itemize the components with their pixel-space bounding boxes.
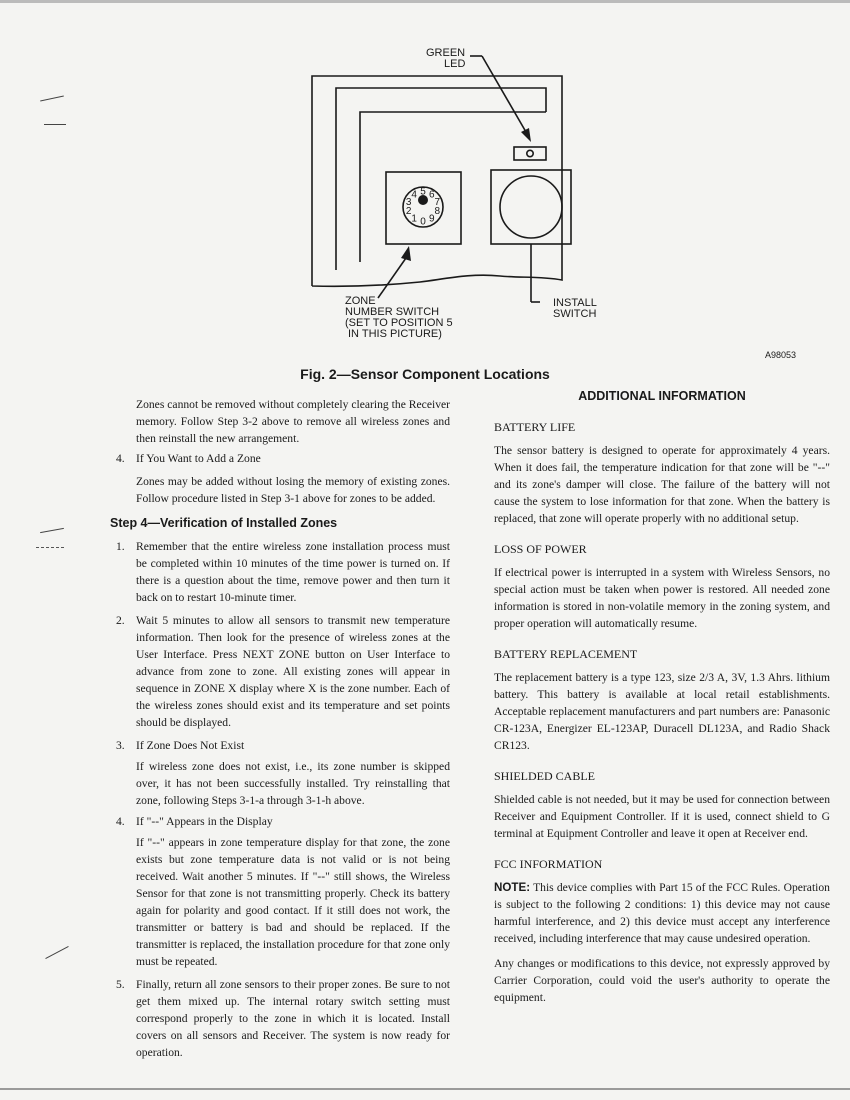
list-item-text: If "--" appears in zone temperature display for that zone, the zone exists but zone temperature data is not valid or is not being received. Wait another 5 minutes. If "--" still shows, the Wireless Sensor for that zone is not transmitting properly. Check its battery again for polarity and good contact. If it still does not work, the transmitter or battery is bad and should be replaced. If the transmitter is replaced, the installation procedure for that zone only must be repeated. <box>136 836 450 968</box>
dial-digit: 0 <box>420 216 426 228</box>
install-switch-box <box>491 170 571 244</box>
inner-outline-1 <box>336 88 546 270</box>
led-arrow <box>521 128 531 142</box>
list-item <box>112 976 450 1061</box>
fcc-note-label: NOTE: <box>494 881 531 894</box>
list-number: 4. <box>116 452 125 465</box>
list-number: 3. <box>116 739 125 752</box>
zone-switch-label-line1: ZONE <box>345 295 376 307</box>
list-item-text: Zones may be added without losing the memory of existing zones. Follow procedure listed in Step 3-1 above for zones to be added. <box>136 475 450 505</box>
dial-digit: 7 <box>434 197 441 209</box>
right-column <box>494 388 830 1006</box>
figure-caption: Fig. 2—Sensor Component Locations <box>300 366 550 382</box>
loss-of-power-title: LOSS OF POWER <box>494 542 587 556</box>
margin-mark <box>36 547 64 548</box>
fcc-note-paragraph <box>494 879 830 947</box>
dial-digit: 3 <box>405 197 412 209</box>
list-item-text: If wireless zone does not exist, i.e., its zone number is skipped over, it has not been successfully installed. Try reinstalling that zone, following Steps 3-1-a through 3-1-h above. <box>136 760 450 807</box>
dial-digit: 5 <box>420 186 426 198</box>
margin-mark <box>44 124 66 125</box>
inner-outline-2 <box>360 112 546 262</box>
margin-mark <box>40 528 64 533</box>
figure-code: A98053 <box>765 350 797 360</box>
dial-digit: 6 <box>429 189 435 201</box>
list-number: 2. <box>116 614 125 627</box>
green-led <box>527 150 533 156</box>
list-item <box>112 538 450 606</box>
section-heading: Step 4—Verification of Installed Zones <box>110 516 338 530</box>
loss-of-power-text: If electrical power is interrupted in a system with Wireless Sensors, no special action must be taken when power is restored. All needed zone information is stored in non-volatile memory in the zoning system, and proper operation will automatically resume. <box>494 566 830 630</box>
dial-digit: 2 <box>405 206 412 218</box>
list-item <box>112 813 450 970</box>
green-led-label-line2: LED <box>444 58 466 70</box>
zone-switch-label-line3: (SET TO POSITION 5 <box>345 317 453 329</box>
fcc-changes-text: Any changes or modifications to this device, not expressly approved by Carrier Corporation, could void the user's authority to operate the equipment. <box>494 957 830 1004</box>
fcc-note-text: This device complies with Part 15 of the FCC Rules. Operation is subject to the following 2 conditions: 1) this device may not cause harmful interference, and 2) this device must accept any interference received, including interference that may cause undesired operation. <box>494 881 830 945</box>
zone-switch-box <box>386 172 461 244</box>
shielded-cable-text: Shielded cable is not needed, but it may be used for connection between Receiver and Equipment Controller. If it is used, connect shield to G terminal at Equipment Controller and leave it open at Receiver end. <box>494 793 830 840</box>
battery-replacement-text: The replacement battery is a type 123, size 2/3 A, 3V, 1.3 Ahrs. lithium battery. This battery is available at local retail establishments. Acceptable replacement manufacturers and part numbers are: Panasonic CR-123A, Energizer EL-123AP, Duracell DL123A, and Radio Shack CR123. <box>494 671 830 752</box>
dial-digit: 8 <box>434 206 441 218</box>
list-item <box>112 612 450 731</box>
list-item-text: Remember that the entire wireless zone installation process must be completed within 10 minutes of the time power is turned on. If there is a question about the time, remove power and then turn it back on to restart 10-minute timer. <box>136 540 450 604</box>
battery-life-text: The sensor battery is designed to operate for approximately 4 years. When it does fail, the temperature indication for that zone will be "--" and its zone's damper will close. The failure of the battery will not cause the system to lose information for that zone. When the battery is replaced, that zone will operate properly with no additional setup. <box>494 444 830 525</box>
zone-arrow <box>401 246 411 261</box>
list-number: 1. <box>116 540 125 553</box>
dial-digit: 4 <box>411 189 417 201</box>
list-number: 5. <box>116 978 125 991</box>
list-item-text: Finally, return all zone sensors to their proper zones. Be sure to not get them mixed up. The internal rotary switch setting must correspond properly to the zone in which it is located. Install covers on all sensors and Receiver. The system is now ready for operation. <box>136 978 450 1059</box>
list-item-title: If Zone Does Not Exist <box>136 739 245 752</box>
list-item-text: Wait 5 minutes to allow all sensors to transmit new temperature information. Then look for the presence of wireless zones at the User Interface. Press NEXT ZONE button on User Interface to advance from zone to zone. All existing zones will appear in sequence in ZONE X display where X is the zone number. Each of the wireless zones should exist and its temperature and set points should be displayed. <box>136 614 450 729</box>
dial-digit: 9 <box>429 213 435 225</box>
list-item-title: If "--" Appears in the Display <box>136 815 273 828</box>
left-column <box>112 396 450 1061</box>
install-switch-label-line1: INSTALL <box>553 297 597 309</box>
dial-digit: 1 <box>411 213 417 225</box>
zone-switch-label-line2: NUMBER SWITCH <box>345 306 440 318</box>
zone-leader <box>378 258 406 298</box>
intro-paragraph: Zones cannot be removed without completely clearing the Receiver memory. Follow Step 3-2 above to remove all wireless zones and then reinstall the new arrangement. <box>136 398 450 445</box>
bottom-edge-line <box>0 1088 850 1090</box>
fcc-information-title: FCC INFORMATION <box>494 857 603 871</box>
list-item-title: If You Want to Add a Zone <box>136 452 261 465</box>
list-item <box>112 737 450 809</box>
install-switch-button <box>500 176 562 238</box>
additional-information-heading: ADDITIONAL INFORMATION <box>578 389 746 403</box>
install-switch-label-line2: SWITCH <box>553 308 597 320</box>
list-number: 4. <box>116 815 125 828</box>
housing-outline <box>312 76 562 286</box>
green-led-box <box>514 147 546 160</box>
margin-mark <box>45 946 68 959</box>
led-leader-b <box>482 56 526 132</box>
shielded-cable-title: SHIELDED CABLE <box>494 769 595 783</box>
zone-switch-label-line4: IN THIS PICTURE) <box>348 328 442 340</box>
battery-life-title: BATTERY LIFE <box>494 420 576 434</box>
list-item <box>112 450 450 467</box>
battery-replacement-title: BATTERY REPLACEMENT <box>494 647 638 661</box>
green-led-label-line1: GREEN <box>426 47 466 59</box>
